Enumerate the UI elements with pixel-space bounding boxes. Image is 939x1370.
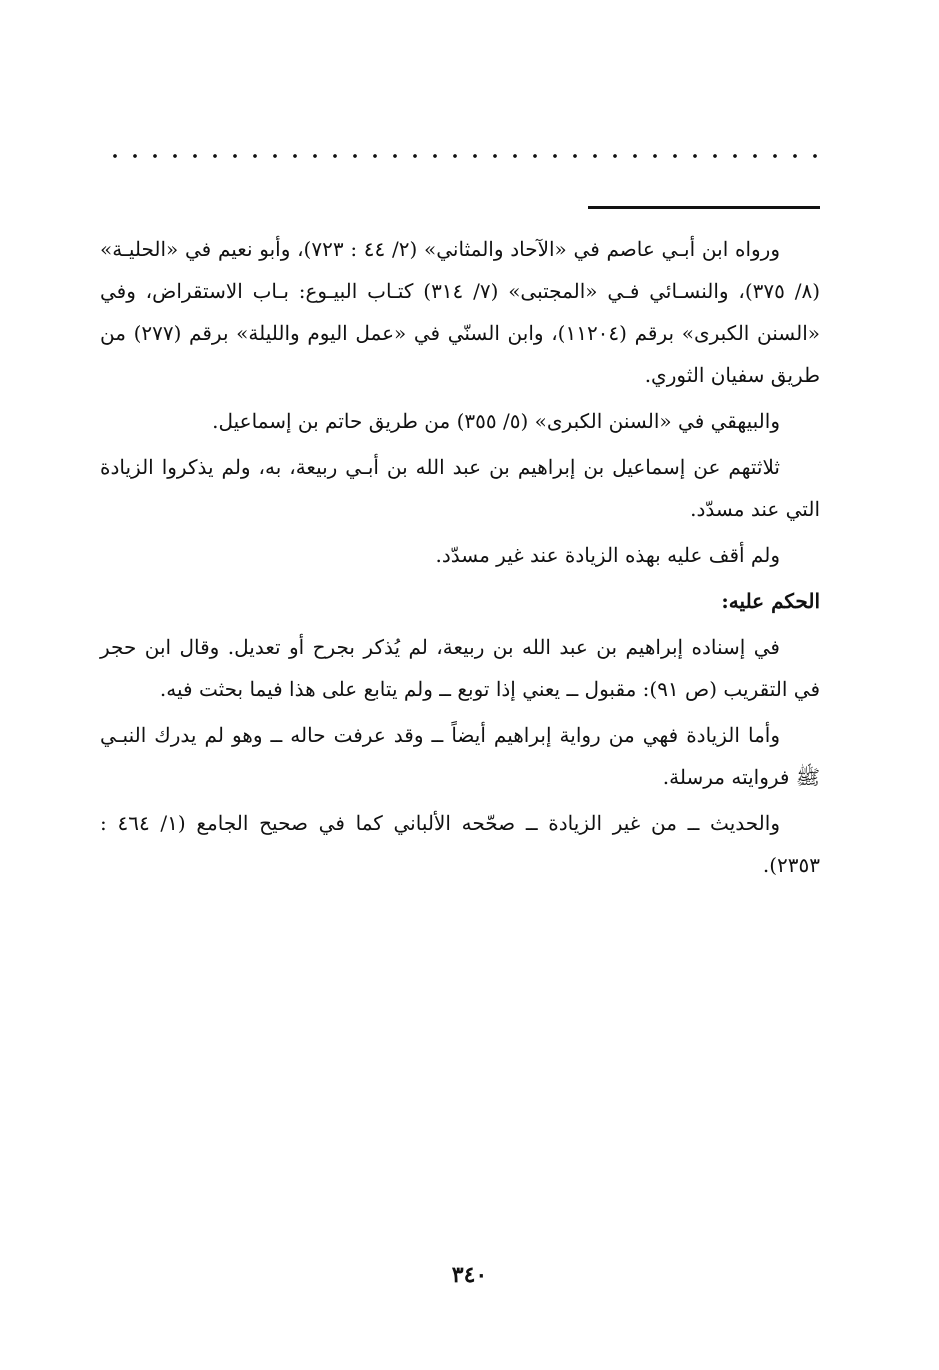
paragraph-bayhaqi: والبيهقي في «السنن الكبرى» (٥/ ٣٥٥) من طريق حاتم بن إسماعيل. bbox=[212, 409, 780, 433]
section-heading-ruling: الحكم عليه: bbox=[721, 589, 820, 613]
paragraph-addition-note: ولم أقف عليه بهذه الزيادة عند غير مسدّد. bbox=[435, 543, 780, 567]
paragraph-narrations: ورواه ابن أبـي عاصم في «الآحاد والمثاني» (٢/ ٤٤ : ٧٢٣)، وأبو نعيم في «الحليـة» (٨/ ٣٧٥)، والنسـائي فـي «المجتبى» (٧/ ٣١٤) كتـاب البيـوع: بـاب الاستقراض، وفي «السنن الكبرى» برقم (١١٢٠٤)، وابن السنّي في «عمل اليوم والليلة» برقم (٢٧٧) من طريق سفيان الثوري. bbox=[100, 237, 820, 387]
paragraph-addition-mursal: وأما الزيادة فهي من رواية إبراهيم أيضاً ــ وقد عرفت حاله ــ وهو لم يدرك النبـي ﷺ فروايته مرسلة. bbox=[100, 723, 820, 789]
dotted-separator bbox=[105, 150, 820, 162]
paragraph-albani: والحديث ــ من غير الزيادة ــ صحّحه الألباني كما في صحيح الجامع (١/ ٤٦٤ : ٢٣٥٣). bbox=[100, 811, 820, 877]
page-number: ٣٤٠ bbox=[451, 1262, 488, 1288]
paragraph-three-narrators: ثلاثتهم عن إسماعيل بن إبراهيم بن عبد الله بن أبـي ربيعة، به، ولم يذكروا الزيادة التي عند مسدّد. bbox=[100, 455, 820, 521]
footnote-rule bbox=[588, 206, 820, 209]
paragraph-isnad: في إسناده إبراهيم بن عبد الله بن ربيعة، لم يُذكر بجرح أو تعديل. وقال ابن حجر في التقريب (ص ٩١): مقبول ــ يعني إذا توبع ــ ولم يتابع على هذا فيما بحثت فيه. bbox=[100, 635, 820, 701]
main-text bbox=[100, 228, 820, 890]
